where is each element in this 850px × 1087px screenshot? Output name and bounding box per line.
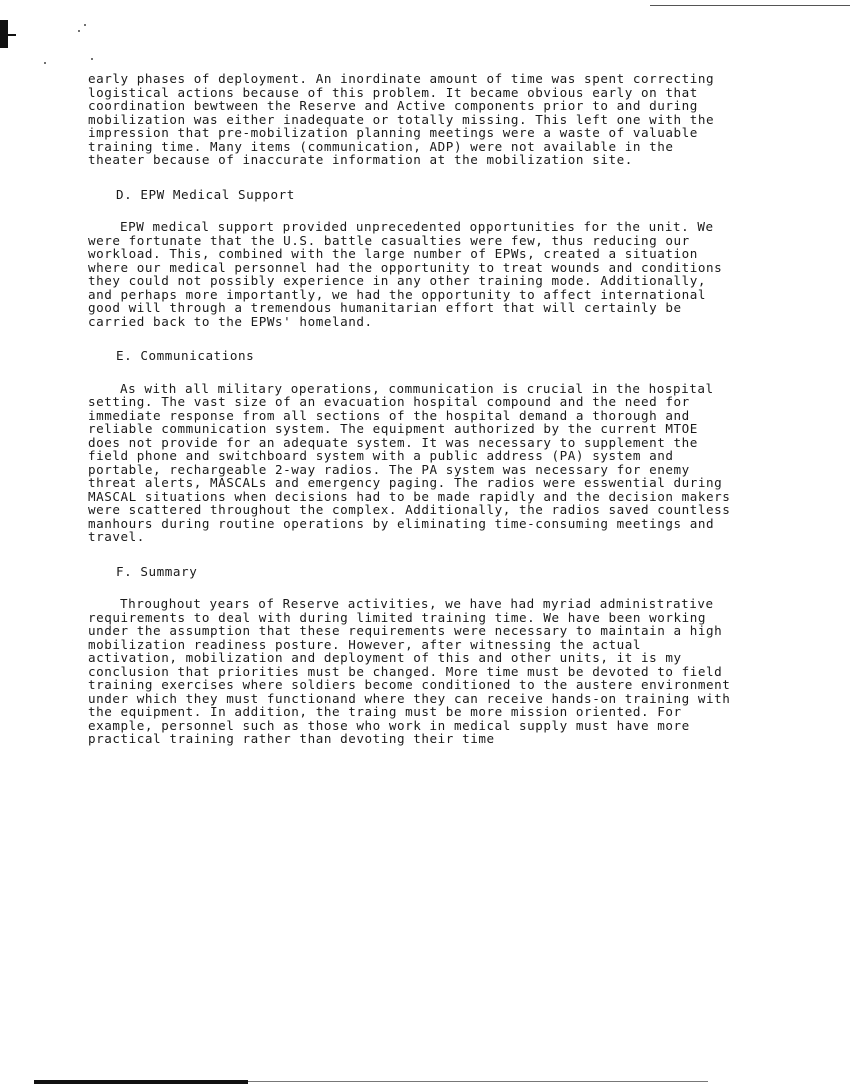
- scan-edge-bottom-thin: [248, 1081, 708, 1082]
- document-page: [88, 72, 738, 746]
- scan-speck: [84, 24, 86, 26]
- scan-speck: [78, 30, 80, 32]
- paragraph-summary: Throughout years of Reserve activities, we have had myriad administrative requirements to deal with during limited training time. We have been working under the assumption that these requirements were necessary to maintain a high mobilization readiness posture. However, after witnessing the actual activation, mobilization and deployment of this and other units, it is my conclusion that priorities must be changed. More time must be devoted to field training exercises where soldiers become conditioned to the austere environment under which they must functionand where they can receive hands-on training with the equipment. In addition, the traing must be more mission oriented. For example, personnel such as those who work in medical supply must have more practical training rather than devoting their time: [88, 596, 731, 746]
- binder-mark: [0, 20, 8, 48]
- paragraph-deployment: early phases of deployment. An inordinate amount of time was spent correcting logistical actions because of this problem. It became obvious early on that coordination bewtween the Reserve and Active components prior to and during mobilization was either inadequate or totally missing. This left one with the impression that pre-mobilization planning meetings were a waste of valuable training time. Many items (communication, ADP) were not available in the theater because of inaccurate information at the mobilization site.: [88, 71, 715, 167]
- section-heading-epw-medical-support: D. EPW Medical Support: [116, 186, 295, 202]
- scan-speck: [44, 62, 46, 64]
- section-heading-communications: E. Communications: [116, 348, 255, 363]
- section-heading-summary: F. Summary: [116, 563, 198, 579]
- paragraph-epw-medical-support: EPW medical support provided unprecedented opportunities for the unit. We were fortunate that the U.S. battle casualties were few, thus reducing our workload. This, combined with the large number of EPWs, created a situation where our medical personnel had the opportunity to treat wounds and conditions they could not possibly experience in any other training mode. Additionally, and perhaps more importantly, we had the opportunity to affect international good will through a tremendous humanitarian effort that will certainly be carried back to the EPWs' homeland.: [88, 219, 723, 329]
- scan-edge-top: [650, 5, 850, 6]
- scan-edge-bottom: [34, 1080, 248, 1084]
- paragraph-communications: As with all military operations, communication is crucial in the hospital setting. The vast size of an evacuation hospital compound and the need for immediate response from all sections of the hospital demand a thorough and reliable communication system. The equipment authorized by the current MTOE does not provide for an adequate system. It was necessary to supplement the field phone and switchboard system with a public address (PA) system and portable, rechargeable 2-way radios. The PA system was necessary for enemy threat alerts, MASCALs and emergency paging. The radios were esswential during MASCAL situations when decisions had to be made rapidly and the decision makers were scattered throughout the complex. Additionally, the radios saved countless manhours during routine operations by eliminating time-consuming meetings and travel.: [88, 380, 731, 544]
- scan-speck: [91, 58, 93, 60]
- binder-tick: [8, 34, 16, 36]
